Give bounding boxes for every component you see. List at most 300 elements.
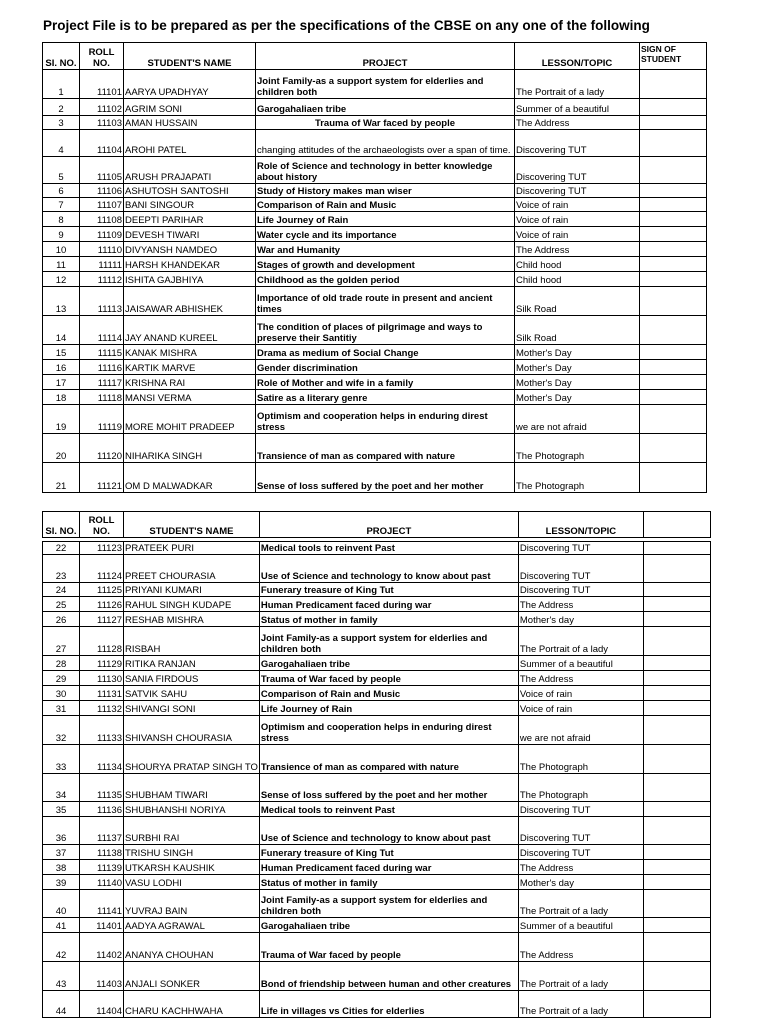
sign-cell <box>640 375 707 390</box>
sl-no-cell: 1 <box>43 70 80 99</box>
project-cell: Use of Science and technology to know about past <box>259 817 518 845</box>
roll-no-cell: 11123 <box>80 542 124 555</box>
student-name-cell: JAISAWAR ABHISHEK <box>124 287 256 316</box>
sign-cell <box>643 817 710 845</box>
student-name-cell: RITIKA RANJAN <box>124 656 260 671</box>
table-row <box>43 287 707 316</box>
sign-cell <box>643 860 710 875</box>
lesson-topic-cell: Child hood <box>515 257 640 272</box>
table-row <box>43 99 707 116</box>
sign-cell <box>640 227 707 242</box>
sign-cell <box>643 542 710 555</box>
sl-no-cell: 41 <box>43 918 80 933</box>
lesson-topic-cell: Discovering TUT <box>518 802 643 817</box>
roll-no-cell: 11403 <box>80 962 124 991</box>
student-name-cell: AROHI PATEL <box>124 130 256 157</box>
student-name-cell: TRISHU SINGH <box>124 845 260 860</box>
student-name-cell: SURBHI RAI <box>124 817 260 845</box>
sign-cell <box>640 434 707 463</box>
sl-no-cell: 35 <box>43 802 80 817</box>
sl-no-cell: 6 <box>43 184 80 198</box>
student-name-cell: AMAN HUSSAIN <box>124 116 256 130</box>
table-row <box>43 583 711 597</box>
project-cell: Role of Mother and wife in a family <box>256 375 515 390</box>
lesson-topic-cell: Mother's Day <box>515 360 640 375</box>
project-cell: Trauma of War faced by people <box>256 116 515 130</box>
lesson-topic-cell: Mother's Day <box>515 345 640 360</box>
table-row <box>43 184 707 198</box>
table-row <box>43 316 707 345</box>
sign-cell <box>640 463 707 493</box>
sign-cell <box>643 583 710 597</box>
lesson-topic-cell: Voice of rain <box>515 212 640 227</box>
project-cell: Optimism and cooperation helps in enduring direst stress <box>256 405 515 434</box>
sl-no-cell: 19 <box>43 405 80 434</box>
roll-no-cell: 11137 <box>80 817 124 845</box>
project-cell: Life Journey of Rain <box>259 701 518 716</box>
table-row <box>43 918 711 933</box>
roll-no-cell: 11125 <box>80 583 124 597</box>
lesson-topic-cell: Silk Road <box>515 287 640 316</box>
header-sl-no: SI. NO. <box>43 512 80 538</box>
student-name-cell: DIVYANSH NAMDEO <box>124 242 256 257</box>
sign-cell <box>640 242 707 257</box>
student-name-cell: PREET CHOURASIA <box>124 555 260 583</box>
table-row <box>43 116 707 130</box>
table-row <box>43 612 711 627</box>
project-cell: The condition of places of pilgrimage and ways to preserve their Santitiy <box>256 316 515 345</box>
lesson-topic-cell: Summer of a beautiful <box>518 918 643 933</box>
student-name-cell: SHIVANGI SONI <box>124 701 260 716</box>
sign-cell <box>643 597 710 612</box>
roll-no-cell: 11131 <box>80 686 124 701</box>
table-row <box>43 802 711 817</box>
project-cell: Importance of old trade route in present and ancient times <box>256 287 515 316</box>
student-name-cell: KRISHNA RAI <box>124 375 256 390</box>
sign-cell <box>643 962 710 991</box>
student-name-cell: ANJALI SONKER <box>124 962 260 991</box>
lesson-topic-cell: Voice of rain <box>515 198 640 212</box>
project-cell: Study of History makes man wiser <box>256 184 515 198</box>
sign-cell <box>640 184 707 198</box>
header-blank <box>643 512 710 538</box>
table-header-row <box>43 43 707 70</box>
lesson-topic-cell: Discovering TUT <box>518 583 643 597</box>
lesson-topic-cell: Voice of rain <box>518 701 643 716</box>
student-name-cell: SHUBHANSHI NORIYA <box>124 802 260 817</box>
table-row <box>43 390 707 405</box>
roll-no-cell: 11135 <box>80 774 124 802</box>
sign-cell <box>643 774 710 802</box>
header-project: PROJECT <box>256 43 515 70</box>
sl-no-cell: 9 <box>43 227 80 242</box>
sign-cell <box>643 627 710 656</box>
project-cell: Transience of man as compared with nature <box>259 745 518 774</box>
lesson-topic-cell: Silk Road <box>515 316 640 345</box>
project-cell: Use of Science and technology to know about past <box>259 555 518 583</box>
roll-no-cell: 11103 <box>80 116 124 130</box>
sign-cell <box>640 390 707 405</box>
sl-no-cell: 40 <box>43 890 80 918</box>
sl-no-cell: 22 <box>43 542 80 555</box>
sl-no-cell: 25 <box>43 597 80 612</box>
sl-no-cell: 21 <box>43 463 80 493</box>
roll-no-cell: 11114 <box>80 316 124 345</box>
sl-no-cell: 5 <box>43 157 80 184</box>
sl-no-cell: 3 <box>43 116 80 130</box>
project-cell: Status of mother in family <box>259 612 518 627</box>
header-lesson-topic: LESSON/TOPIC <box>515 43 640 70</box>
table-row <box>43 890 711 918</box>
roll-no-cell: 11111 <box>80 257 124 272</box>
lesson-topic-cell: The Portrait of a lady <box>518 890 643 918</box>
project-cell: Bond of friendship between human and other creatures <box>259 962 518 991</box>
roll-no-cell: 11136 <box>80 802 124 817</box>
sl-no-cell: 2 <box>43 99 80 116</box>
lesson-topic-cell: The Address <box>518 860 643 875</box>
student-name-cell: MANSI VERMA <box>124 390 256 405</box>
roll-no-cell: 11112 <box>80 272 124 287</box>
sl-no-cell: 32 <box>43 716 80 745</box>
sl-no-cell: 4 <box>43 130 80 157</box>
sl-no-cell: 28 <box>43 656 80 671</box>
header-sl-no: SI. NO. <box>43 43 80 70</box>
project-cell: Medical tools to reinvent Past <box>259 542 518 555</box>
roll-no-cell: 11130 <box>80 671 124 686</box>
project-cell: Trauma of War faced by people <box>259 671 518 686</box>
header-sign-of-student: SIGN OF STUDENT <box>640 43 707 70</box>
student-name-cell: AGRIM SONI <box>124 99 256 116</box>
student-name-cell: HARSH KHANDEKAR <box>124 257 256 272</box>
table-row <box>43 360 707 375</box>
roll-no-cell: 11110 <box>80 242 124 257</box>
lesson-topic-cell: The Address <box>515 116 640 130</box>
student-name-cell: SHIVANSH CHOURASIA <box>124 716 260 745</box>
lesson-topic-cell: The Portrait of a lady <box>515 70 640 99</box>
project-cell: Childhood as the golden period <box>256 272 515 287</box>
lesson-topic-cell: we are not afraid <box>518 716 643 745</box>
lesson-topic-cell: Discovering TUT <box>518 555 643 583</box>
table-row <box>43 157 707 184</box>
sign-cell <box>640 99 707 116</box>
project-cell: Role of Science and technology in better knowledge about history <box>256 157 515 184</box>
table-row <box>43 991 711 1018</box>
header-roll-no: ROLL NO. <box>80 512 124 538</box>
project-cell: Human Predicament faced during war <box>259 597 518 612</box>
lesson-topic-cell: Mother's Day <box>515 390 640 405</box>
project-cell: Life in villages vs Cities for elderlies <box>259 991 518 1018</box>
student-name-cell: JAY ANAND KUREEL <box>124 316 256 345</box>
roll-no-cell: 11127 <box>80 612 124 627</box>
student-name-cell: AARYA UPADHYAY <box>124 70 256 99</box>
sign-cell <box>640 316 707 345</box>
page-title: Project File is to be prepared as per the specifications of the CBSE on any one of the following <box>43 18 650 33</box>
sl-no-cell: 33 <box>43 745 80 774</box>
roll-no-cell: 11101 <box>80 70 124 99</box>
sl-no-cell: 23 <box>43 555 80 583</box>
sl-no-cell: 12 <box>43 272 80 287</box>
lesson-topic-cell: The Address <box>518 671 643 686</box>
student-name-cell: SATVIK SAHU <box>124 686 260 701</box>
sign-cell <box>640 157 707 184</box>
project-cell: Transience of man as compared with nature <box>256 434 515 463</box>
lesson-topic-cell: Discovering TUT <box>518 845 643 860</box>
student-name-cell: CHARU KACHHWAHA <box>124 991 260 1018</box>
roll-no-cell: 11106 <box>80 184 124 198</box>
roll-no-cell: 11107 <box>80 198 124 212</box>
sl-no-cell: 34 <box>43 774 80 802</box>
roll-no-cell: 11104 <box>80 130 124 157</box>
sign-cell <box>643 555 710 583</box>
roll-no-cell: 11105 <box>80 157 124 184</box>
sl-no-cell: 7 <box>43 198 80 212</box>
sl-no-cell: 17 <box>43 375 80 390</box>
sign-cell <box>643 875 710 890</box>
sl-no-cell: 10 <box>43 242 80 257</box>
lesson-topic-cell: Mother's Day <box>515 375 640 390</box>
lesson-topic-cell: The Photograph <box>515 434 640 463</box>
sl-no-cell: 8 <box>43 212 80 227</box>
header-roll-no: ROLL NO. <box>80 43 124 70</box>
table-row <box>43 774 711 802</box>
sl-no-cell: 20 <box>43 434 80 463</box>
sign-cell <box>643 918 710 933</box>
table-row <box>43 597 711 612</box>
sign-cell <box>640 345 707 360</box>
sl-no-cell: 43 <box>43 962 80 991</box>
project-cell: War and Humanity <box>256 242 515 257</box>
table-row <box>43 671 711 686</box>
table-row <box>43 555 711 583</box>
sl-no-cell: 36 <box>43 817 80 845</box>
sign-cell <box>640 360 707 375</box>
lesson-topic-cell: Discovering TUT <box>515 157 640 184</box>
table-row <box>43 686 711 701</box>
project-cell: Funerary treasure of King Tut <box>259 583 518 597</box>
student-name-cell: SHUBHAM TIWARI <box>124 774 260 802</box>
project-cell: Joint Family-as a support system for elderlies and children both <box>256 70 515 99</box>
table-row <box>43 242 707 257</box>
lesson-topic-cell: we are not afraid <box>515 405 640 434</box>
table-row <box>43 701 711 716</box>
roll-no-cell: 11108 <box>80 212 124 227</box>
roll-no-cell: 11139 <box>80 860 124 875</box>
sign-cell <box>640 272 707 287</box>
project-cell: Trauma of War faced by people <box>259 933 518 962</box>
table-row <box>43 860 711 875</box>
project-cell: Funerary treasure of King Tut <box>259 845 518 860</box>
sign-cell <box>643 845 710 860</box>
student-name-cell: UTKARSH KAUSHIK <box>124 860 260 875</box>
lesson-topic-cell: The Portrait of a lady <box>518 627 643 656</box>
table-row <box>43 627 711 656</box>
roll-no-cell: 11404 <box>80 991 124 1018</box>
student-name-cell: ARUSH PRAJAPATI <box>124 157 256 184</box>
student-name-cell: RAHUL SINGH KUDAPE <box>124 597 260 612</box>
project-cell: Sense of loss suffered by the poet and her mother <box>256 463 515 493</box>
student-name-cell: OM D MALWADKAR <box>124 463 256 493</box>
table-row <box>43 933 711 962</box>
lesson-topic-cell: Discovering TUT <box>515 184 640 198</box>
student-name-cell: SANIA FIRDOUS <box>124 671 260 686</box>
student-name-cell: RESHAB MISHRA <box>124 612 260 627</box>
sign-cell <box>643 991 710 1018</box>
table-row <box>43 345 707 360</box>
student-name-cell: ANANYA CHOUHAN <box>124 933 260 962</box>
student-name-cell: DEEPTI PARIHAR <box>124 212 256 227</box>
roll-no-cell: 11118 <box>80 390 124 405</box>
student-name-cell: MORE MOHIT PRADEEP <box>124 405 256 434</box>
lesson-topic-cell: The Address <box>518 597 643 612</box>
roll-no-cell: 11402 <box>80 933 124 962</box>
table-row <box>43 875 711 890</box>
table-row <box>43 272 707 287</box>
roll-no-cell: 11132 <box>80 701 124 716</box>
sl-no-cell: 26 <box>43 612 80 627</box>
roll-no-cell: 11119 <box>80 405 124 434</box>
roll-no-cell: 11401 <box>80 918 124 933</box>
sl-no-cell: 37 <box>43 845 80 860</box>
project-cell: Satire as a literary genre <box>256 390 515 405</box>
sl-no-cell: 14 <box>43 316 80 345</box>
sign-cell <box>643 612 710 627</box>
table-row <box>43 70 707 99</box>
lesson-topic-cell: Mother's day <box>518 875 643 890</box>
project-cell: Sense of loss suffered by the poet and her mother <box>259 774 518 802</box>
lesson-topic-cell: Summer of a beautiful <box>518 656 643 671</box>
sl-no-cell: 16 <box>43 360 80 375</box>
sign-cell <box>640 70 707 99</box>
student-name-cell: VASU LODHI <box>124 875 260 890</box>
roll-no-cell: 11126 <box>80 597 124 612</box>
sl-no-cell: 44 <box>43 991 80 1018</box>
project-table-part-2 <box>42 511 711 1018</box>
sign-cell <box>640 212 707 227</box>
sl-no-cell: 24 <box>43 583 80 597</box>
lesson-topic-cell: Discovering TUT <box>518 542 643 555</box>
table-row <box>43 463 707 493</box>
lesson-topic-cell: Discovering TUT <box>518 817 643 845</box>
project-cell: Life Journey of Rain <box>256 212 515 227</box>
sign-cell <box>640 405 707 434</box>
roll-no-cell: 11140 <box>80 875 124 890</box>
project-cell: Garogahaliaen tribe <box>259 656 518 671</box>
project-cell: Water cycle and its importance <box>256 227 515 242</box>
student-name-cell: ASHUTOSH SANTOSHI <box>124 184 256 198</box>
roll-no-cell: 11138 <box>80 845 124 860</box>
table-row <box>43 212 707 227</box>
project-cell: Comparison of Rain and Music <box>256 198 515 212</box>
roll-no-cell: 11117 <box>80 375 124 390</box>
project-cell: Garogahaliaen tribe <box>259 918 518 933</box>
project-table-part-1 <box>42 42 707 493</box>
table-row <box>43 962 711 991</box>
student-name-cell: AADYA AGRAWAL <box>124 918 260 933</box>
roll-no-cell: 11120 <box>80 434 124 463</box>
lesson-topic-cell: The Portrait of a lady <box>518 962 643 991</box>
roll-no-cell: 11133 <box>80 716 124 745</box>
header-project: PROJECT <box>259 512 518 538</box>
project-cell: Comparison of Rain and Music <box>259 686 518 701</box>
student-name-cell: NIHARIKA SINGH <box>124 434 256 463</box>
table-row <box>43 542 711 555</box>
project-cell: Drama as medium of Social Change <box>256 345 515 360</box>
lesson-topic-cell: Voice of rain <box>515 227 640 242</box>
project-cell: Joint Family-as a support system for elderlies and children both <box>259 890 518 918</box>
table-row <box>43 257 707 272</box>
project-cell: Optimism and cooperation helps in enduring direst stress <box>259 716 518 745</box>
roll-no-cell: 11124 <box>80 555 124 583</box>
sign-cell <box>643 671 710 686</box>
sl-no-cell: 29 <box>43 671 80 686</box>
sign-cell <box>643 716 710 745</box>
lesson-topic-cell: The Address <box>518 933 643 962</box>
table-row <box>43 716 711 745</box>
lesson-topic-cell: The Portrait of a lady <box>518 991 643 1018</box>
student-name-cell: ISHITA GAJBHIYA <box>124 272 256 287</box>
header-lesson-topic: LESSON/TOPIC <box>518 512 643 538</box>
lesson-topic-cell: Voice of rain <box>518 686 643 701</box>
sign-cell <box>640 198 707 212</box>
lesson-topic-cell: Child hood <box>515 272 640 287</box>
sign-cell <box>643 802 710 817</box>
project-cell: Medical tools to reinvent Past <box>259 802 518 817</box>
student-name-cell: PRIYANI KUMARI <box>124 583 260 597</box>
sl-no-cell: 13 <box>43 287 80 316</box>
table-row <box>43 405 707 434</box>
lesson-topic-cell: The Address <box>515 242 640 257</box>
lesson-topic-cell: Discovering TUT <box>515 130 640 157</box>
student-name-cell: DEVESH TIWARI <box>124 227 256 242</box>
table-row <box>43 745 711 774</box>
sign-cell <box>643 656 710 671</box>
student-name-cell: SHOURYA PRATAP SINGH TO <box>124 745 260 774</box>
student-name-cell: RISBAH <box>124 627 260 656</box>
table-row <box>43 198 707 212</box>
sl-no-cell: 15 <box>43 345 80 360</box>
student-name-cell: BANI SINGOUR <box>124 198 256 212</box>
sign-cell <box>640 116 707 130</box>
roll-no-cell: 11102 <box>80 99 124 116</box>
roll-no-cell: 11134 <box>80 745 124 774</box>
project-cell: Status of mother in family <box>259 875 518 890</box>
lesson-topic-cell: The Photograph <box>518 745 643 774</box>
table-header-row <box>43 512 711 538</box>
lesson-topic-cell: Mother's day <box>518 612 643 627</box>
roll-no-cell: 11128 <box>80 627 124 656</box>
sl-no-cell: 38 <box>43 860 80 875</box>
sl-no-cell: 31 <box>43 701 80 716</box>
roll-no-cell: 11129 <box>80 656 124 671</box>
roll-no-cell: 11113 <box>80 287 124 316</box>
sign-cell <box>643 933 710 962</box>
sign-cell <box>643 890 710 918</box>
roll-no-cell: 11116 <box>80 360 124 375</box>
sign-cell <box>640 287 707 316</box>
table-row <box>43 845 711 860</box>
project-cell: changing attitudes of the archaeologists over a span of time. <box>256 130 515 157</box>
roll-no-cell: 11115 <box>80 345 124 360</box>
sign-cell <box>643 686 710 701</box>
sign-cell <box>643 745 710 774</box>
sign-cell <box>640 257 707 272</box>
table-row <box>43 227 707 242</box>
student-name-cell: PRATEEK PURI <box>124 542 260 555</box>
sl-no-cell: 42 <box>43 933 80 962</box>
project-cell: Garogahaliaen tribe <box>256 99 515 116</box>
roll-no-cell: 11109 <box>80 227 124 242</box>
project-cell: Stages of growth and development <box>256 257 515 272</box>
